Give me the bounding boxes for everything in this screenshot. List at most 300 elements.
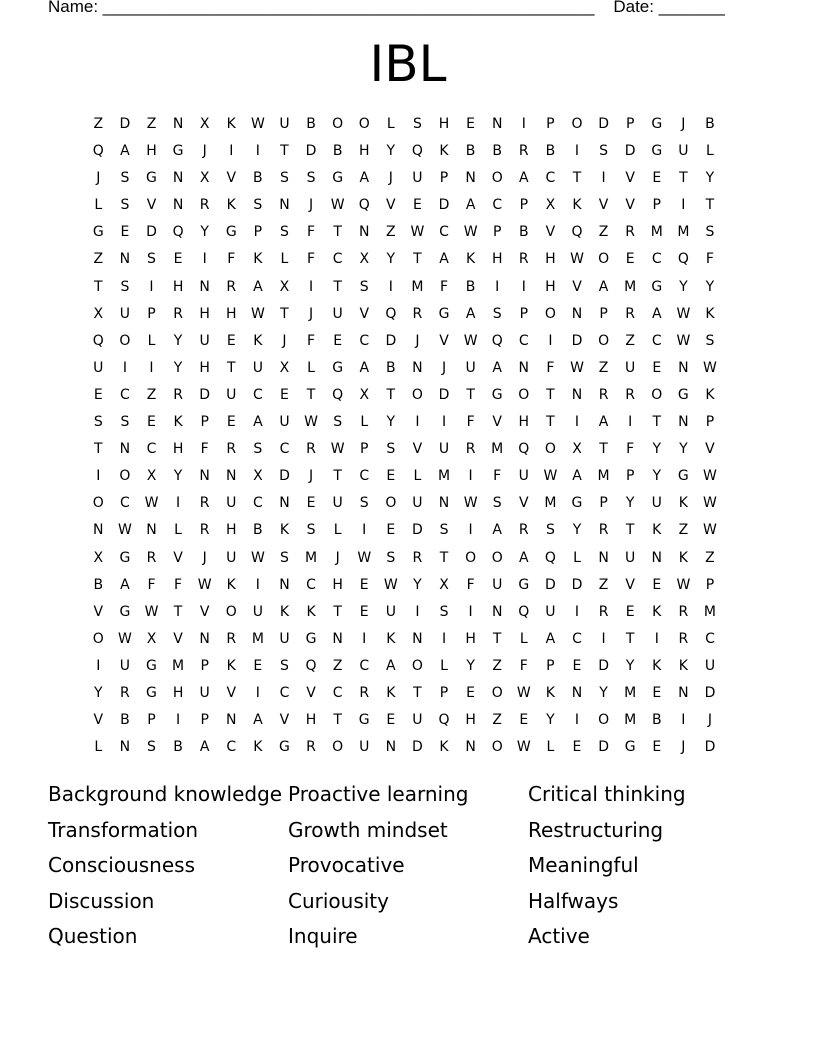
word-bank-item: Proactive learning	[288, 782, 469, 806]
grid-letter: S	[492, 305, 502, 322]
grid-letter: G	[92, 224, 104, 241]
grid-letter: W	[144, 603, 159, 620]
grid-letter: W	[250, 549, 265, 566]
grid-letter: G	[624, 739, 636, 756]
grid-letter: Q	[491, 332, 503, 349]
grid-letter: J	[282, 332, 287, 349]
grid-letter: B	[386, 359, 396, 376]
grid-letter: Q	[411, 143, 423, 160]
grid-letter: W	[144, 495, 159, 512]
grid-letter: S	[253, 441, 263, 458]
grid-letter: N	[279, 495, 290, 512]
grid-letter: G	[332, 170, 344, 187]
grid-letter: W	[250, 305, 265, 322]
grid-letter: O	[491, 684, 503, 701]
grid-letter: C	[226, 739, 237, 756]
grid-letter: S	[439, 522, 449, 539]
grid-letter: M	[544, 495, 557, 512]
grid-letter: T	[572, 170, 582, 187]
grid-letter: P	[147, 305, 156, 322]
grid-letter: C	[439, 224, 449, 241]
grid-letter: P	[200, 414, 209, 431]
grid-letter: L	[440, 657, 448, 674]
grid-letter: V	[625, 197, 635, 214]
grid-letter: D	[704, 684, 716, 701]
word-bank-item: Transformation	[48, 817, 199, 842]
grid-letter: M	[491, 441, 504, 458]
grid-letter: D	[199, 386, 211, 403]
word-bank-item: Restructuring	[528, 817, 664, 842]
grid-letter: Z	[93, 251, 104, 268]
grid-letter: E	[173, 251, 183, 268]
grid-letter: P	[625, 468, 635, 485]
grid-letter: V	[598, 197, 609, 214]
grid-letter: A	[519, 170, 529, 187]
grid-letter: I	[441, 414, 447, 431]
grid-letter: W	[304, 414, 318, 431]
grid-letter: O	[491, 170, 503, 187]
grid-letter: K	[572, 197, 582, 214]
grid-letter: W	[197, 576, 212, 593]
grid-letter: R	[199, 522, 210, 539]
grid-letter: E	[359, 603, 369, 620]
grid-letter: M	[624, 684, 637, 701]
grid-letter: U	[492, 576, 503, 593]
grid-letter: E	[226, 414, 236, 431]
grid-letter: Q	[544, 549, 556, 566]
grid-letter: Z	[492, 712, 502, 729]
grid-letter: Y	[386, 143, 396, 160]
grid-letter: D	[279, 468, 290, 485]
grid-letter: R	[306, 441, 316, 458]
grid-letter: T	[333, 712, 342, 729]
grid-letter: E	[652, 576, 662, 593]
grid-letter: F	[439, 278, 449, 295]
grid-letter: V	[279, 712, 290, 729]
grid-letter: U	[332, 305, 343, 322]
grid-letter: I	[96, 468, 101, 485]
grid-letter: U	[119, 305, 131, 322]
grid-letter: W	[330, 441, 345, 458]
grid-letter: X	[545, 197, 556, 214]
grid-letter: I	[308, 278, 314, 295]
grid-letter: M	[624, 712, 637, 729]
grid-letter: U	[332, 495, 343, 512]
grid-letter: B	[651, 712, 662, 729]
grid-letter: U	[678, 143, 689, 160]
grid-letter: V	[625, 576, 635, 593]
grid-letter: W	[676, 305, 691, 322]
grid-letter: F	[307, 251, 316, 268]
grid-letter: M	[305, 549, 318, 566]
grid-row	[85, 140, 723, 167]
grid-letter: Z	[492, 657, 502, 674]
grid-letter: Y	[173, 468, 183, 485]
grid-letter: W	[463, 495, 478, 512]
grid-letter: Y	[386, 414, 396, 431]
word-bank	[48, 779, 808, 957]
grid-letter: N	[199, 468, 210, 485]
word-bank-item: Provocative	[288, 853, 405, 878]
grid-letter: T	[306, 386, 316, 403]
grid-letter: E	[147, 414, 156, 431]
grid-letter: P	[546, 657, 555, 674]
grid-letter: L	[94, 197, 103, 214]
grid-letter: L	[546, 739, 555, 756]
grid-letter: C	[359, 468, 370, 485]
grid-letter: E	[120, 224, 130, 241]
grid-row	[85, 248, 723, 275]
grid-letter: I	[96, 657, 101, 674]
grid-letter: R	[226, 441, 237, 458]
grid-letter: P	[147, 712, 156, 729]
grid-letter: O	[119, 332, 131, 349]
grid-row	[85, 411, 723, 438]
grid-letter: W	[357, 549, 372, 566]
grid-letter: K	[386, 684, 396, 701]
grid-letter: I	[495, 278, 500, 295]
grid-letter: U	[412, 712, 423, 729]
grid-letter: Y	[599, 684, 608, 701]
grid-letter: S	[120, 197, 130, 214]
grid-letter: E	[572, 739, 582, 756]
grid-letter: R	[173, 386, 183, 403]
grid-letter: T	[386, 386, 396, 403]
grid-letter: A	[598, 414, 609, 431]
grid-letter: O	[651, 386, 663, 403]
grid-letter: A	[465, 197, 476, 214]
grid-letter: O	[491, 739, 503, 756]
grid-letter: L	[573, 549, 581, 566]
grid-letter: H	[172, 441, 184, 458]
grid-letter: A	[253, 712, 263, 729]
grid-letter: O	[598, 251, 610, 268]
grid-letter: S	[359, 278, 369, 295]
grid-letter: X	[199, 116, 210, 132]
grid-row	[85, 438, 723, 465]
grid-letter: P	[625, 116, 635, 132]
grid-letter: I	[521, 116, 526, 132]
grid-letter: N	[385, 739, 397, 756]
grid-letter: C	[705, 630, 715, 647]
page-title: IBL	[369, 35, 447, 93]
grid-letter: G	[358, 712, 370, 729]
grid-letter: G	[146, 170, 157, 187]
grid-letter: N	[438, 495, 450, 512]
grid-letter: K	[439, 143, 449, 160]
grid-letter: U	[119, 657, 131, 674]
grid-letter: A	[386, 657, 396, 674]
grid-letter: O	[598, 332, 610, 349]
grid-letter: F	[227, 251, 236, 268]
grid-letter: G	[146, 684, 157, 701]
grid-letter: L	[386, 116, 395, 132]
grid-letter: K	[705, 305, 715, 322]
grid-letter: N	[598, 549, 609, 566]
grid-letter: T	[546, 414, 555, 431]
grid-letter: T	[333, 603, 342, 620]
grid-letter: D	[598, 657, 609, 674]
grid-letter: Y	[94, 684, 103, 701]
grid-letter: H	[226, 305, 237, 322]
word-bank-item: Inquire	[288, 924, 358, 949]
grid-letter: Y	[679, 441, 688, 458]
grid-letter: B	[173, 739, 183, 756]
grid-letter: I	[441, 630, 447, 647]
word-bank-item: Growth mindset	[288, 817, 448, 842]
grid-letter: H	[172, 278, 184, 295]
grid-letter: E	[253, 657, 263, 674]
grid-letter: E	[652, 170, 662, 187]
grid-letter: I	[574, 603, 580, 620]
grid-letter: D	[571, 332, 583, 349]
grid-letter: K	[279, 603, 290, 620]
grid-letter: G	[651, 143, 663, 160]
grid-letter: R	[146, 549, 157, 566]
grid-letter: B	[93, 576, 104, 593]
word-bank-item: Consciousness	[48, 853, 196, 878]
grid-letter: U	[704, 657, 716, 674]
grid-letter: H	[491, 251, 503, 268]
grid-letter: U	[545, 603, 556, 620]
grid-letter: K	[279, 522, 290, 539]
grid-letter: J	[681, 739, 686, 756]
grid-letter: W	[703, 495, 717, 512]
grid-letter: N	[491, 116, 503, 132]
grid-letter: J	[335, 549, 340, 566]
grid-letter: B	[518, 224, 529, 241]
grid-letter: D	[438, 197, 450, 214]
grid-letter: X	[359, 251, 370, 268]
grid-letter: F	[626, 441, 635, 458]
grid-letter: G	[677, 386, 689, 403]
grid-letter: K	[705, 386, 715, 403]
grid-letter: V	[359, 305, 370, 322]
grid-letter: I	[255, 576, 260, 593]
grid-letter: Z	[598, 224, 609, 241]
grid-letter: P	[439, 684, 449, 701]
grid-letter: A	[572, 468, 582, 485]
grid-letter: V	[572, 278, 582, 295]
grid-letter: M	[411, 278, 424, 295]
grid-letter: E	[519, 712, 529, 729]
grid-letter: N	[678, 414, 689, 431]
grid-letter: I	[628, 414, 633, 431]
grid-letter: I	[415, 414, 420, 431]
grid-letter: M	[251, 630, 264, 647]
grid-row	[85, 276, 723, 303]
grid-letter: W	[117, 630, 132, 647]
grid-letter: Y	[705, 170, 715, 187]
grid-letter: E	[226, 332, 236, 349]
grid-letter: T	[705, 197, 715, 214]
grid-letter: K	[466, 251, 476, 268]
grid-letter: G	[279, 739, 290, 756]
grid-letter: G	[305, 630, 317, 647]
grid-letter: R	[226, 278, 237, 295]
grid-letter: I	[176, 495, 181, 512]
word-bank-item: Critical thinking	[528, 782, 686, 806]
grid-letter: S	[333, 414, 343, 431]
grid-letter: O	[571, 116, 583, 132]
grid-letter: I	[601, 170, 606, 187]
grid-letter: I	[176, 712, 181, 729]
grid-letter: U	[279, 630, 290, 647]
grid-letter: J	[308, 305, 314, 322]
grid-letter: B	[465, 143, 476, 160]
grid-row	[85, 221, 723, 248]
grid-letter: I	[362, 630, 367, 647]
grid-letter: H	[332, 576, 343, 593]
grid-letter: T	[333, 468, 342, 485]
grid-letter: L	[333, 522, 342, 539]
grid-letter: P	[519, 197, 529, 214]
grid-letter: U	[279, 116, 290, 132]
grid-letter: F	[466, 414, 475, 431]
grid-letter: H	[199, 359, 210, 376]
grid-letter: S	[386, 441, 396, 458]
grid-letter: X	[199, 170, 210, 187]
grid-letter: S	[705, 224, 715, 241]
grid-letter: D	[598, 116, 609, 132]
grid-row	[85, 709, 723, 736]
grid-row	[85, 167, 723, 194]
grid-letter: E	[412, 197, 422, 214]
grid-letter: U	[385, 603, 396, 620]
grid-letter: T	[466, 386, 475, 403]
grid-letter: I	[255, 143, 260, 160]
grid-letter: W	[570, 359, 584, 376]
grid-letter: R	[199, 197, 210, 214]
grid-letter: S	[280, 549, 289, 566]
grid-letter: S	[492, 495, 502, 512]
grid-letter: A	[439, 251, 449, 268]
grid-letter: S	[93, 414, 103, 431]
grid-letter: T	[280, 143, 289, 160]
word-search-grid	[85, 113, 723, 763]
grid-letter: W	[463, 224, 478, 241]
grid-letter: E	[306, 495, 316, 512]
grid-letter: H	[305, 712, 317, 729]
grid-letter: C	[120, 495, 130, 512]
grid-letter: O	[465, 549, 477, 566]
grid-letter: V	[226, 684, 237, 701]
word-bank-item: Background knowledge	[48, 782, 283, 806]
grid-letter: S	[253, 197, 263, 214]
grid-letter: Q	[172, 224, 184, 241]
grid-letter: G	[651, 278, 663, 295]
grid-letter: W	[117, 522, 132, 539]
grid-letter: I	[548, 332, 553, 349]
grid-letter: B	[253, 170, 263, 187]
grid-letter: P	[519, 305, 529, 322]
grid-letter: I	[574, 143, 580, 160]
grid-row	[85, 574, 723, 601]
grid-letter: H	[438, 116, 450, 132]
grid-letter: P	[253, 224, 263, 241]
grid-letter: C	[572, 630, 582, 647]
grid-letter: E	[333, 332, 343, 349]
grid-letter: A	[519, 549, 529, 566]
grid-letter: J	[308, 468, 314, 485]
word-bank-item: Halfways	[528, 888, 619, 913]
grid-letter: T	[280, 305, 289, 322]
grid-letter: J	[681, 116, 686, 132]
grid-letter: N	[465, 170, 476, 187]
grid-letter: G	[677, 468, 689, 485]
grid-letter: I	[388, 278, 393, 295]
grid-letter: S	[120, 170, 130, 187]
grid-letter: R	[678, 630, 689, 647]
grid-letter: R	[518, 522, 529, 539]
grid-letter: Q	[385, 305, 397, 322]
grid-letter: D	[704, 739, 716, 756]
grid-letter: H	[146, 143, 157, 160]
grid-letter: D	[305, 143, 317, 160]
grid-letter: O	[411, 386, 423, 403]
grid-letter: Q	[571, 224, 583, 241]
grid-letter: E	[386, 522, 396, 539]
grid-letter: Z	[625, 332, 635, 349]
grid-letter: X	[146, 630, 157, 647]
grid-letter: I	[255, 684, 260, 701]
grid-letter: G	[225, 224, 237, 241]
grid-letter: X	[93, 549, 104, 566]
grid-letter: O	[119, 468, 131, 485]
grid-letter: C	[279, 684, 290, 701]
grid-letter: Q	[358, 197, 370, 214]
grid-letter: R	[120, 684, 130, 701]
grid-letter: M	[703, 603, 716, 620]
grid-letter: T	[625, 630, 635, 647]
grid-letter: X	[279, 278, 290, 295]
grid-row	[85, 547, 723, 574]
grid-row	[85, 736, 723, 763]
grid-letter: D	[119, 116, 131, 132]
grid-letter: V	[492, 414, 502, 431]
grid-letter: W	[463, 332, 478, 349]
grid-letter: E	[652, 739, 662, 756]
grid-letter: D	[598, 739, 609, 756]
grid-letter: R	[199, 495, 210, 512]
grid-letter: O	[358, 116, 370, 132]
grid-letter: N	[465, 739, 476, 756]
grid-letter: I	[574, 414, 580, 431]
grid-letter: O	[92, 495, 104, 512]
grid-letter: M	[650, 224, 663, 241]
grid-letter: G	[491, 386, 503, 403]
grid-letter: R	[625, 305, 636, 322]
grid-letter: I	[149, 359, 154, 376]
grid-letter: V	[625, 170, 635, 187]
grid-letter: S	[386, 549, 396, 566]
grid-letter: A	[120, 576, 130, 593]
name-field-label: Name: ____________________________________________________	[48, 0, 595, 16]
grid-letter: F	[200, 441, 209, 458]
grid-letter: T	[94, 278, 103, 295]
grid-letter: J	[707, 712, 713, 729]
grid-letter: E	[466, 116, 476, 132]
grid-letter: Q	[332, 386, 344, 403]
grid-row	[85, 465, 723, 492]
grid-letter: S	[306, 522, 316, 539]
grid-letter: K	[678, 549, 688, 566]
grid-row	[85, 601, 723, 628]
grid-letter: E	[386, 468, 396, 485]
grid-letter: A	[120, 143, 130, 160]
grid-letter: U	[199, 684, 210, 701]
grid-letter: R	[412, 305, 423, 322]
